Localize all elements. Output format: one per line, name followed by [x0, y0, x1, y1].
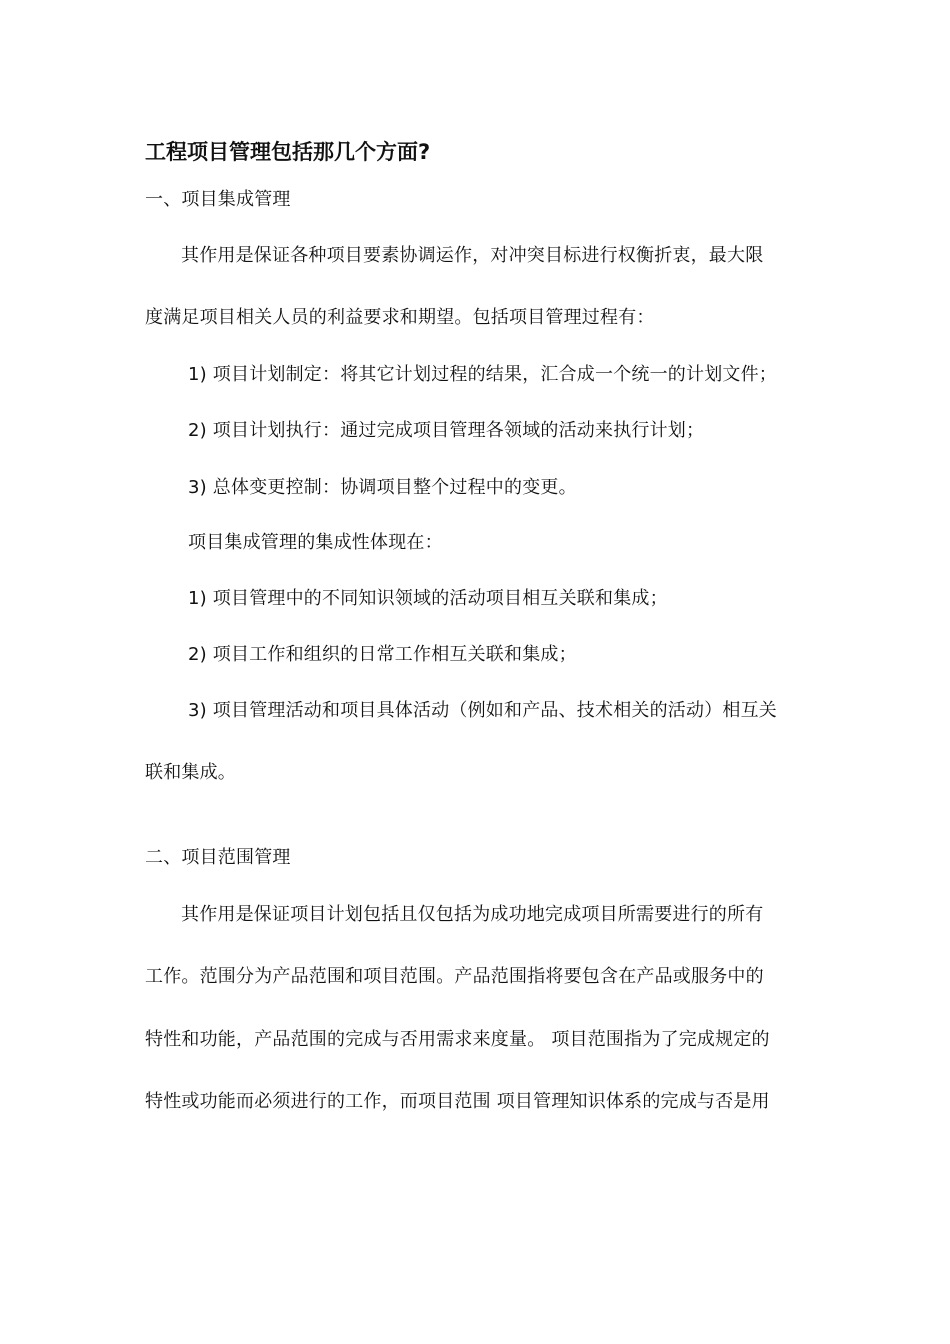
integration-item-3-continuation: 联和集成。	[145, 762, 236, 783]
process-item-3: 3) 总体变更控制：协调项目整个过程中的变更。	[188, 477, 577, 498]
section2-line-1: 其作用是保证项目计划包括且仅包括为成功地完成项目所需要进行的所有	[181, 904, 764, 925]
section1-heading: 一、项目集成管理	[145, 189, 291, 210]
section2-heading: 二、项目范围管理	[145, 847, 291, 868]
process-item-2: 2) 项目计划执行：通过完成项目管理各领域的活动来执行计划；	[188, 420, 705, 441]
section2-line-4: 特性或功能而必须进行的工作，而项目范围 项目管理知识体系的完成与否是用	[145, 1091, 770, 1112]
integration-item-1: 1) 项目管理中的不同知识领域的活动项目相互关联和集成；	[188, 588, 668, 609]
document-title: 工程项目管理包括那几个方面?	[145, 140, 431, 164]
integration-item-2: 2) 项目工作和组织的日常工作相互关联和集成；	[188, 644, 577, 665]
process-item-1: 1) 项目计划制定：将其它计划过程的结果，汇合成一个统一的计划文件；	[188, 364, 777, 385]
section1-para1-line1: 其作用是保证各种项目要素协调运作，对冲突目标进行权衡折衷，最大限	[181, 245, 764, 266]
integration-item-3: 3) 项目管理活动和项目具体活动（例如和产品、技术相关的活动）相互关	[188, 700, 777, 721]
section2-line-3: 特性和功能，产品范围的完成与否用需求来度量。 项目范围指为了完成规定的	[145, 1029, 770, 1050]
section2-line-2: 工作。范围分为产品范围和项目范围。产品范围指将要包含在产品或服务中的	[145, 966, 764, 987]
section1-para1-line2: 度满足项目相关人员的利益要求和期望。包括项目管理过程有：	[145, 307, 655, 328]
integration-intro: 项目集成管理的集成性体现在：	[188, 532, 443, 553]
